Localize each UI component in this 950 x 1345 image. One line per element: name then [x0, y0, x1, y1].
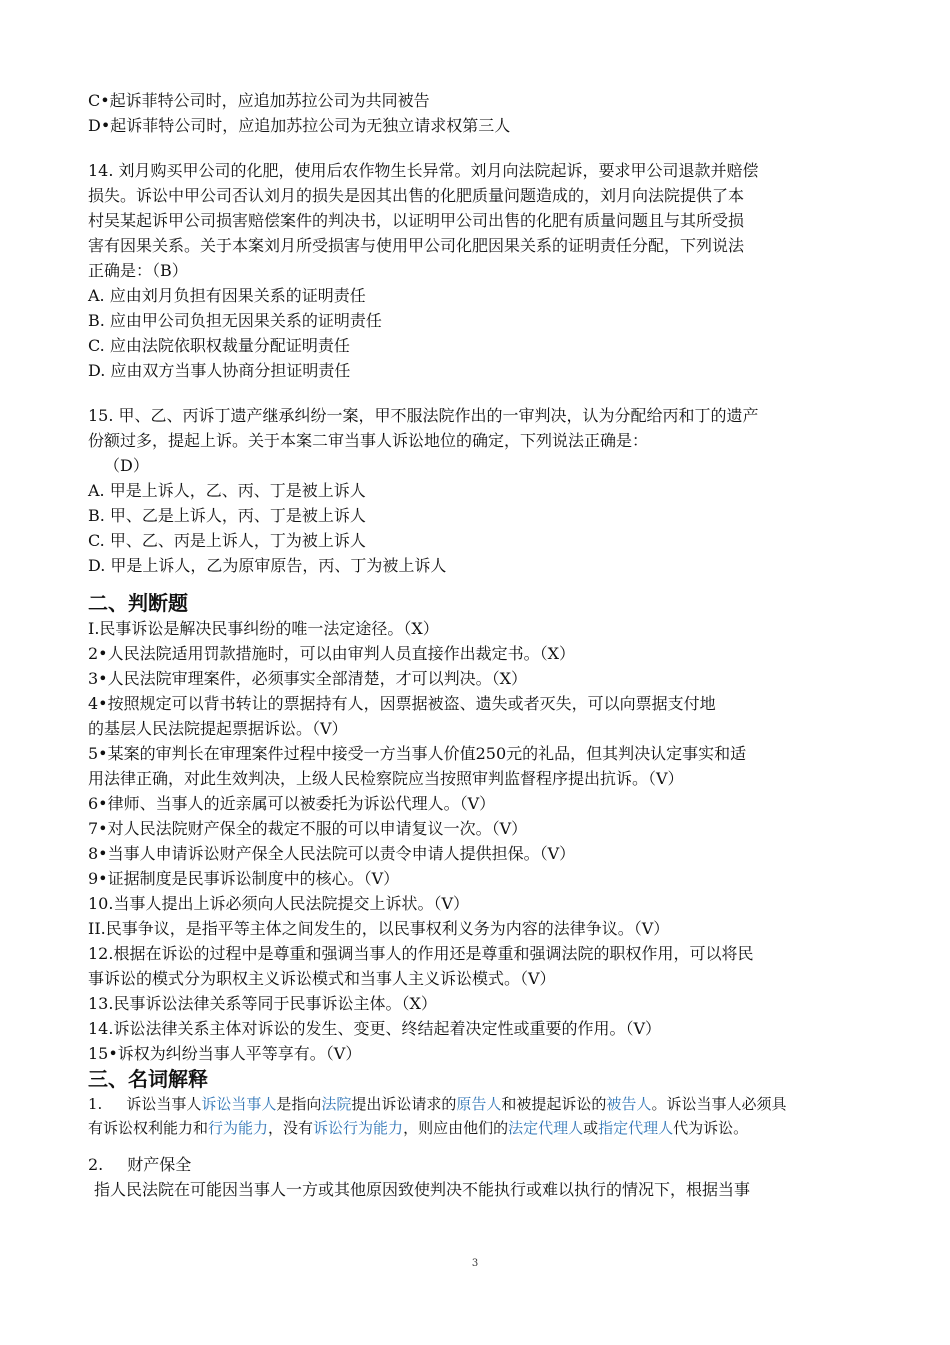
link-plaintiff[interactable]: 原告人 [456, 1095, 502, 1113]
document-page [88, 88, 888, 1202]
term-text: 代为诉讼。 [673, 1119, 749, 1137]
term-text: 有诉讼权利能力和 [88, 1119, 209, 1137]
q14-line: 正确是：（B） [88, 261, 188, 280]
tf-item: 8•当事人申请诉讼财产保全人民法院可以责令申请人提供担保。（V） [88, 844, 576, 863]
q14-option-b: B. 应由甲公司负担无因果关系的证明责任 [88, 311, 382, 330]
question-14 [88, 158, 888, 383]
tf-item: II.民事争议，是指平等主体之间发生的，以民事权利义务为内容的法律争议。（V） [88, 919, 670, 938]
term-text: ，没有 [268, 1119, 314, 1137]
term-name: 财产保全 [127, 1155, 192, 1174]
option-c-prev: C•起诉菲特公司时，应追加苏拉公司为共同被告 [88, 91, 430, 110]
option-d-prev: D•起诉菲特公司时，应追加苏拉公司为无独立请求权第三人 [88, 116, 511, 135]
q14-line: 害有因果关系。关于本案刘月所受损害与使用甲公司化肥因果关系的证明责任分配，下列说法 [88, 236, 745, 255]
tf-item: 7•对人民法院财产保全的裁定不服的可以申请复议一次。（V） [88, 819, 528, 838]
term-number: 1. [88, 1095, 103, 1113]
term-name: 诉讼当事人 [126, 1095, 202, 1113]
q15-option-b: B. 甲、乙是上诉人，丙、丁是被上诉人 [88, 506, 366, 525]
q14-option-d: D. 应由双方当事人协商分担证明责任 [88, 361, 351, 380]
q14-line: 村吴某起诉甲公司损害赔偿案件的判决书，以证明甲公司出售的化肥有质量问题且与其所受损 [88, 211, 745, 230]
q15-answer: （D） [104, 456, 149, 475]
true-false-list [88, 616, 888, 1066]
term-text: 。诉讼当事人必须具 [651, 1095, 787, 1113]
question-15 [88, 403, 888, 578]
tf-item: 13.民事诉讼法律关系等同于民事诉讼主体。（X） [88, 994, 437, 1013]
tf-item: 10.当事人提出上诉必须向人民法院提交上诉状。（V） [88, 894, 470, 913]
q15-option-d: D. 甲是上诉人，乙为原审原告，丙、丁为被上诉人 [88, 556, 447, 575]
tf-item: 事诉讼的模式分为职权主义诉讼模式和当事人主义诉讼模式。（V） [88, 969, 556, 988]
tf-item: 2•人民法院适用罚款措施时，可以由审判人员直接作出裁定书。（X） [88, 644, 576, 663]
tf-item: I.民事诉讼是解决民事纠纷的唯一法定途径。（X） [88, 619, 439, 638]
q14-line: 损失。诉讼中甲公司否认刘月的损失是因其出售的化肥质量问题造成的，刘月向法院提供了本 [88, 186, 745, 205]
tf-item: 12.根据在诉讼的过程中是尊重和强调当事人的作用还是尊重和强调法院的职权作用，可以将民 [88, 944, 754, 963]
link-court[interactable]: 法院 [321, 1095, 352, 1113]
term-number: 2. [88, 1155, 104, 1174]
tf-item: 6•律师、当事人的近亲属可以被委托为诉讼代理人。（V） [88, 794, 496, 813]
term-1 [88, 1092, 888, 1140]
q14-line: 14. 刘月购买甲公司的化肥，使用后农作物生长异常。刘月向法院起诉，要求甲公司退款并赔偿 [88, 161, 759, 180]
q15-option-a: A. 甲是上诉人，乙、丙、丁是被上诉人 [88, 481, 366, 500]
tf-item: 4•按照规定可以背书转让的票据持有人，因票据被盗、遗失或者灭失，可以向票据支付地 [88, 694, 716, 713]
link-capacity[interactable]: 行为能力 [208, 1119, 269, 1137]
page-number: 3 [471, 1258, 479, 1269]
tf-item: 用法律正确，对此生效判决，上级人民检察院应当按照审判监督程序提出抗诉。（V） [88, 769, 684, 788]
q15-option-c: C. 甲、乙、丙是上诉人，丁为被上诉人 [88, 531, 366, 550]
link-defendant[interactable]: 被告人 [606, 1095, 652, 1113]
link-legal-agent[interactable]: 法定代理人 [508, 1119, 584, 1137]
section-true-false-title: 二、判断题 [88, 591, 188, 615]
tf-item: 5•某案的审判长在审理案件过程中接受一方当事人价值250元的礼品，但其判决认定事实和适 [88, 744, 747, 763]
term-text: 提出诉讼请求的 [351, 1095, 457, 1113]
tf-item: 3•人民法院审理案件，必须事实全部清楚，才可以判决。（X） [88, 669, 528, 688]
q15-line: 15. 甲、乙、丙诉丁遗产继承纠纷一案，甲不服法院作出的一审判决，认为分配给丙和丁的遗产 [88, 406, 759, 425]
tf-item: 的基层人民法院提起票据诉讼。（V） [88, 719, 348, 738]
q14-option-a: A. 应由刘月负担有因果关系的证明责任 [88, 286, 366, 305]
tf-item: 9•证据制度是民事诉讼制度中的核心。（V） [88, 869, 400, 888]
q15-line: 份额过多，提起上诉。关于本案二审当事人诉讼地位的确定，下列说法正确是： [88, 431, 649, 450]
term-text: 是指向 [276, 1095, 322, 1113]
term-text: 和被提起诉讼的 [501, 1095, 607, 1113]
term-2-definition: 指人民法院在可能因当事人一方或其他原因致使判决不能执行或难以执行的情况下，根据当事 [94, 1180, 751, 1199]
section-terms-title: 三、名词解释 [88, 1067, 208, 1091]
term-text: 或 [583, 1119, 599, 1137]
link-appointed-agent[interactable]: 指定代理人 [598, 1119, 674, 1137]
term-text: ，则应由他们的 [403, 1119, 509, 1137]
tf-item: 14.诉讼法律关系主体对诉讼的发生、变更、终结起着决定性或重要的作用。（V） [88, 1019, 662, 1038]
tf-item: 15•诉权为纠纷当事人平等享有。（V） [88, 1044, 362, 1063]
q14-option-c: C. 应由法院依职权裁量分配证明责任 [88, 336, 350, 355]
link-litigation-capacity[interactable]: 诉讼行为能力 [313, 1119, 404, 1137]
link-litigant[interactable]: 诉讼当事人 [201, 1095, 277, 1113]
term-2 [88, 1152, 888, 1202]
